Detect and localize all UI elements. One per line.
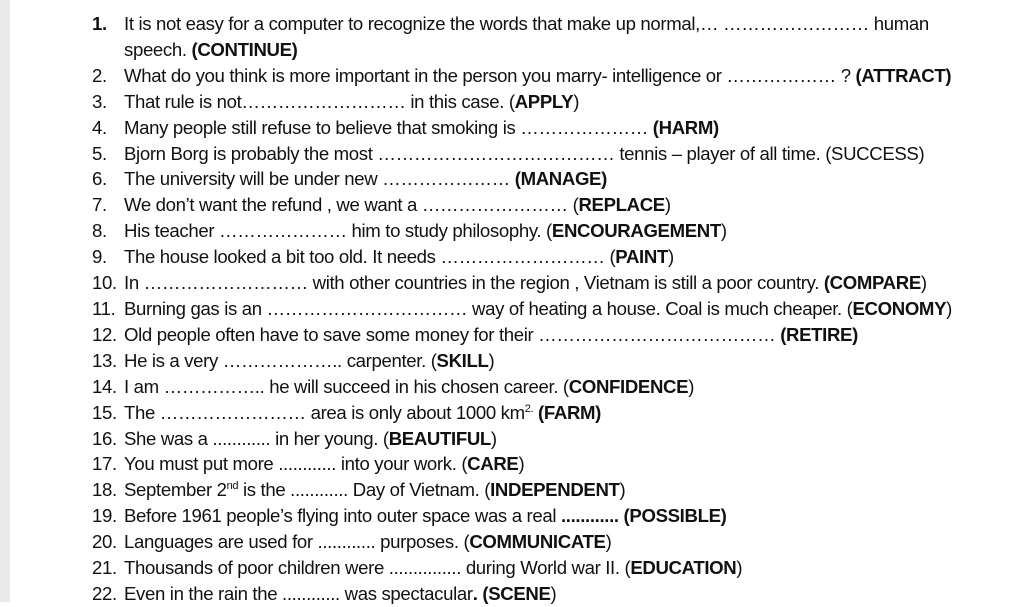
item-number: 9. [92,246,107,268]
word-form-cue: CARE [467,453,519,475]
item-number: 3. [92,90,107,112]
item-number: 22. [92,582,117,604]
word-form-cue: INDEPENDENT [490,479,620,501]
item-text: In ……………………… with other countries in the region , Vietnam is still a poor country. (COMPARE) [124,272,927,294]
list-item-19 [92,503,1012,529]
word-form-cue: COMMUNICATE [469,531,606,553]
item-text: That rule is not……………………… in this case. (APPLY) [124,90,580,112]
list-item-13 [92,348,1012,374]
list-item-20 [92,529,1012,555]
item-number: 8. [92,220,107,242]
list-item-4 [92,115,1012,141]
item-text: I am …………….. he will succeed in his chosen career. (CONFIDENCE) [124,375,695,397]
item-number: 14. [92,375,117,397]
word-form-cue: APPLY [514,90,574,112]
item-text: Many people still refuse to believe that smoking is ………………… (HARM) [124,116,719,138]
item-number: 5. [92,142,107,164]
item-text: We don’t want the refund , we want a …………………… (REPLACE) [124,194,671,216]
item-text: The house looked a bit too old. It needs ……………………… (PAINT) [124,246,674,268]
superscript: 2. [524,402,534,415]
list-item-5 [92,141,1012,167]
list-item-15 [92,400,1012,426]
list-item-22 [92,581,1012,607]
list-item-10 [92,270,1012,296]
list-item-6 [92,166,1012,192]
word-form-cue: ............ (POSSIBLE) [560,505,727,527]
list-item-12 [92,322,1012,348]
item-text: The university will be under new ………………… (MANAGE) [124,168,607,190]
item-text: Bjorn Borg is probably the most ………………………………… tennis – player of all time. (SUCCESS) [124,142,925,164]
item-number: 11. [92,297,116,319]
superscript: nd [226,480,239,493]
item-number: 21. [92,557,117,579]
list-item-2 [92,63,1012,89]
item-text: Old people often have to save some money for their ………………………………… (RETIRE) [124,323,858,345]
list-item-21 [92,555,1012,581]
item-number: 20. [92,531,117,553]
list-item-1-continuation [92,37,1012,63]
item-number: 1. [92,13,107,34]
word-form-cue: EDUCATION [630,557,737,579]
list-item-8 [92,218,1012,244]
item-text: speech. (CONTINUE) [124,38,298,60]
word-form-cue: CONFIDENCE [568,375,689,397]
exercise-list [92,11,1012,607]
word-form-cue: (HARM) [652,116,719,138]
item-text: Burning gas is an …………………………… way of heating a house. Coal is much cheaper. (ECONOMY) [124,297,952,319]
item-text: Even in the rain the ............ was spectacular. (SCENE) [124,582,557,604]
page-left-border [0,0,10,602]
list-item-1 [92,11,1012,37]
word-form-cue: ENCOURAGEMENT [551,220,721,242]
item-text: He is a very ……………….. carpenter. (SKILL) [124,349,495,371]
item-text: Languages are used for ............ purposes. (COMMUNICATE) [124,531,612,553]
list-item-9 [92,244,1012,270]
word-form-cue: . (SCENE [472,582,551,604]
list-item-7 [92,192,1012,218]
list-item-17 [92,451,1012,477]
word-form-cue: (FARM) [538,401,602,423]
list-item-11 [92,296,1012,322]
word-form-cue: (CONTINUE) [191,38,298,60]
item-number: 12. [92,323,117,345]
item-number: 16. [92,427,117,449]
item-text: She was a ............ in her young. (BEAUTIFUL) [124,427,497,449]
list-item-14 [92,374,1012,400]
item-text: What do you think is more important in the person you marry- intelligence or ……………… ? (ATTRACT) [124,64,952,86]
word-form-cue: REPLACE [578,194,665,216]
item-text: Thousands of poor children were ............... during World war II. (EDUCATION) [124,557,743,579]
item-text: Before 1961 people’s flying into outer space was a real ............ (POSSIBLE) [124,505,727,527]
item-text: September 2nd is the ............ Day of Vietnam. (INDEPENDENT) [124,479,626,501]
item-text: His teacher ………………… him to study philosophy. (ENCOURAGEMENT) [124,220,727,242]
word-form-cue: (MANAGE) [514,168,607,190]
word-form-cue: (ATTRACT) [855,64,952,86]
list-item-18 [92,477,1012,503]
item-number: 18. [92,479,117,501]
word-form-cue: (RETIRE) [780,323,858,345]
item-text: You must put more ............ into your work. (CARE) [124,453,525,475]
item-number: 4. [92,116,107,138]
item-number: 2. [92,64,107,86]
word-form-cue: PAINT [615,246,668,268]
item-text: It is not easy for a computer to recognize the words that make up normal,… …………………… human [124,13,929,34]
item-number: 13. [92,349,117,371]
item-number: 10. [92,272,117,294]
item-text: The …………………… area is only about 1000 $km^{2.}$ (FARM) [124,401,602,423]
word-form-cue: (COMPARE [823,272,921,294]
item-number: 7. [92,194,107,216]
item-number: 19. [92,505,117,527]
item-number: 15. [92,401,117,423]
word-form-cue: ECONOMY [852,297,947,319]
item-number: 6. [92,168,107,190]
word-form-cue: SKILL [436,349,489,371]
list-item-3 [92,89,1012,115]
list-item-16 [92,426,1012,452]
item-number: 17. [92,453,117,475]
word-form-cue: BEAUTIFUL [388,427,491,449]
